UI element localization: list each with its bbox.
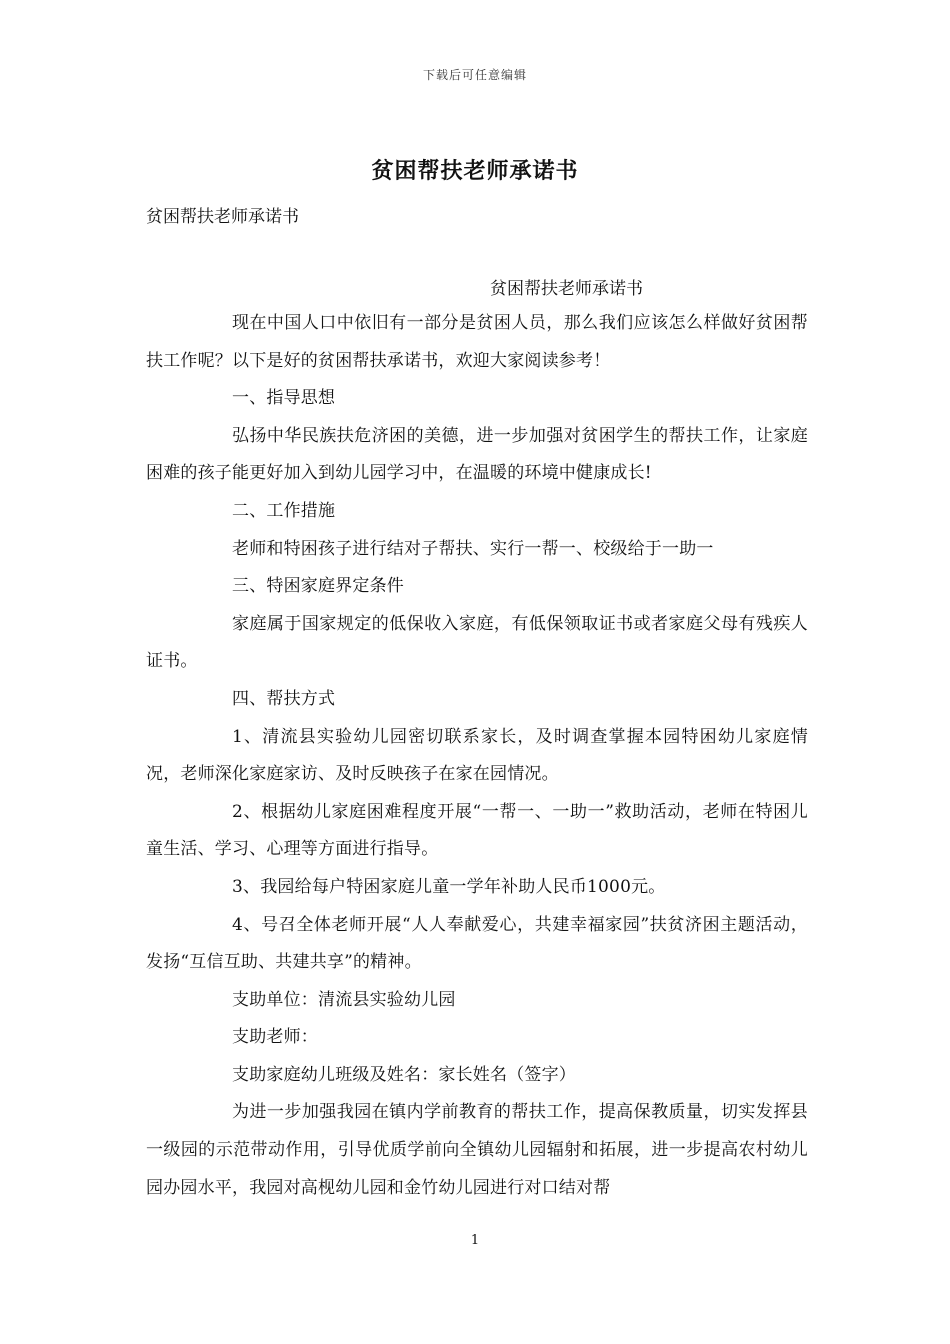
document-body bbox=[146, 305, 808, 1207]
paragraph-guiding-ideology: 弘扬中华民族扶危济困的美德，进一步加强对贫困学生的帮扶工作，让家庭困难的孩子能更好加入到幼儿园学习中，在温暖的环境中健康成长! bbox=[146, 425, 808, 484]
paragraph-method-4: 4、号召全体老师开展“人人奉献爱心，共建幸福家园”扶贫济困主题活动，发扬“互信互助、共建共享”的精神。 bbox=[146, 914, 808, 973]
header-note: 下载后可任意编辑 bbox=[422, 68, 527, 82]
section-heading-criteria: 三、特困家庭界定条件 bbox=[232, 576, 404, 597]
page-number: 1 bbox=[470, 1233, 480, 1248]
section-heading-guiding-ideology: 一、指导思想 bbox=[232, 388, 336, 409]
subtitle-left: 贫困帮扶老师承诺书 bbox=[146, 207, 299, 227]
subtitle-center: 贫困帮扶老师承诺书 bbox=[490, 279, 643, 299]
paragraph-method-2: 2、根据幼儿家庭困难程度开展“一帮一、一助一”救助活动，老师在特困儿童生活、学习、心理等方面进行指导。 bbox=[146, 801, 808, 860]
paragraph-work-measures: 老师和特困孩子进行结对子帮扶、实行一帮一、校级给于一助一 bbox=[232, 538, 714, 559]
paragraph-criteria: 家庭属于国家规定的低保收入家庭，有低保领取证书或者家庭父母有残疾人证书。 bbox=[146, 613, 808, 672]
section-heading-assistance-methods: 四、帮扶方式 bbox=[232, 688, 336, 709]
paragraph-intro: 现在中国人口中依旧有一部分是贫困人员，那么我们应该怎么样做好贫困帮扶工作呢？以下是好的贫困帮扶承诺书，欢迎大家阅读参考！ bbox=[146, 313, 808, 371]
sponsor-unit-line: 支助单位：清流县实验幼儿园 bbox=[232, 989, 456, 1010]
paragraph-method-3: 3、我园给每户特困家庭儿童一学年补助人民币1000元。 bbox=[232, 876, 666, 897]
paragraph-method-1: 1、清流县实验幼儿园密切联系家长，及时调查掌握本园特困幼儿家庭情况，老师深化家庭家访、及时反映孩子在家在园情况。 bbox=[146, 726, 808, 785]
paragraph-closing: 为进一步加强我园在镇内学前教育的帮扶工作，提高保教质量，切实发挥县一级园的示范带动作用，引导优质学前向全镇幼儿园辐射和拓展，进一步提高农村幼儿园办园水平，我园对高枧幼儿园和金竹幼儿园进行对口结对帮 bbox=[146, 1102, 808, 1198]
sponsor-teacher-line: 支助老师： bbox=[232, 1027, 318, 1048]
family-signature-line: 支助家庭幼儿班级及姓名：家长姓名（签字） bbox=[232, 1064, 576, 1085]
section-heading-work-measures: 二、工作措施 bbox=[232, 500, 336, 521]
document-title: 贫困帮扶老师承诺书 bbox=[371, 158, 579, 184]
